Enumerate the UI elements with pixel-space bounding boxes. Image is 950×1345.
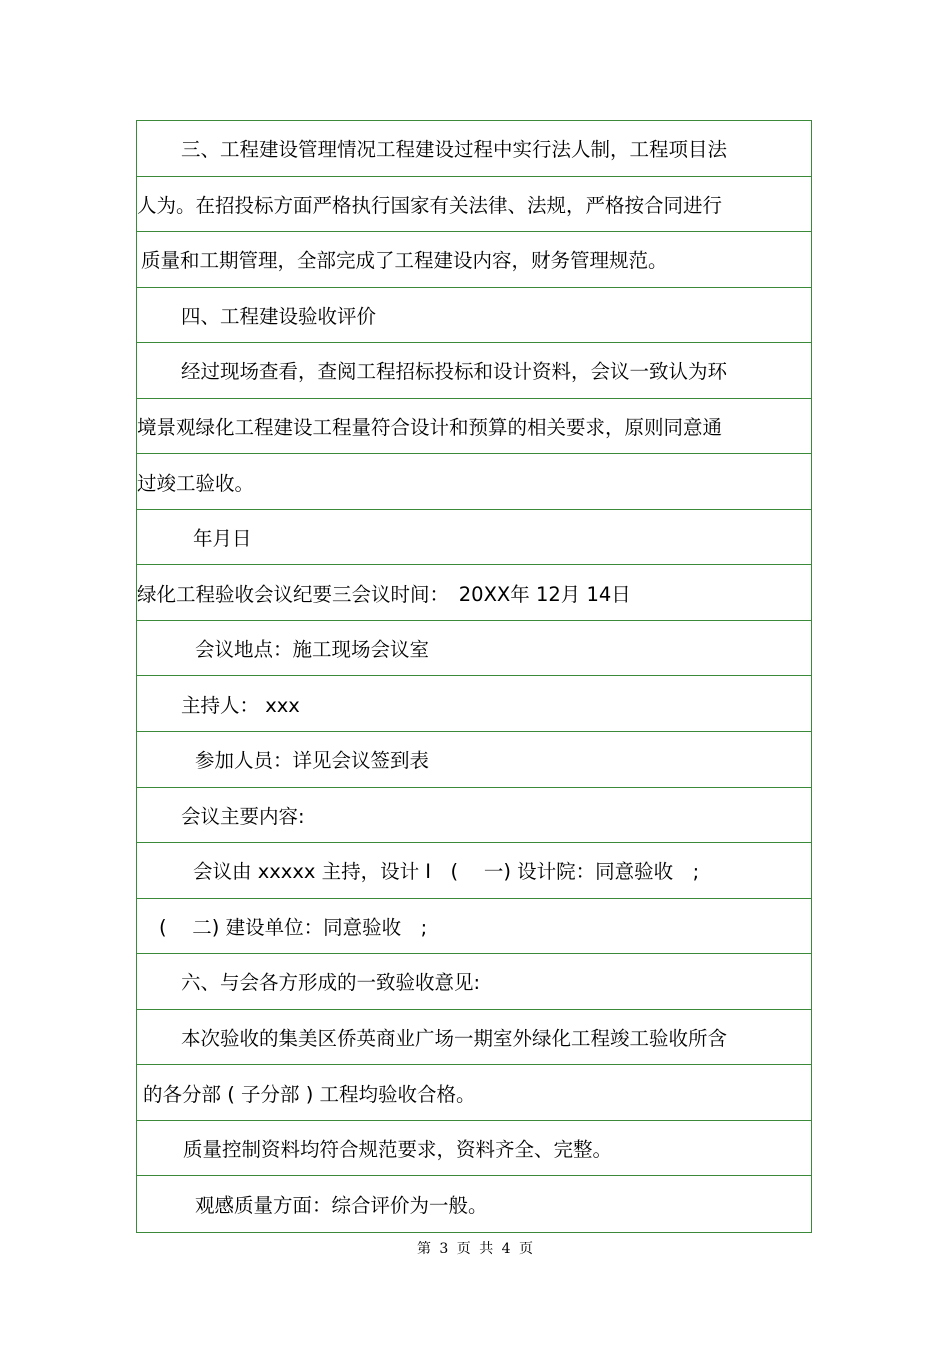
document-line bbox=[137, 121, 811, 177]
page-number-footer: 第 3 页 共 4 页 bbox=[416, 1241, 534, 1257]
line-text: ( 二) 建设单位：同意验收 ; bbox=[159, 915, 428, 939]
line-text: 会议地点：施工现场会议室 bbox=[195, 638, 430, 662]
line-text: 三、工程建设管理情况工程建设过程中实行法人制，工程项目法 bbox=[181, 138, 728, 162]
line-text: 质量控制资料均符合规范要求，资料齐全、完整。 bbox=[183, 1138, 613, 1162]
document-line bbox=[137, 899, 811, 955]
line-text: 会议由 xxxxx 主持，设计 Ⅰ ( 一) 设计院：同意验收 ; bbox=[193, 860, 700, 884]
line-text: 六、与会各方形成的一致验收意见: bbox=[181, 971, 481, 995]
document-line bbox=[137, 565, 811, 621]
line-text: 年月日 bbox=[193, 527, 252, 551]
line-text: 参加人员：详见会议签到表 bbox=[195, 749, 430, 773]
line-text: 质量和工期管理，全部完成了工程建设内容，财务管理规范。 bbox=[141, 249, 668, 273]
document-line bbox=[137, 621, 811, 677]
document-line bbox=[137, 510, 811, 566]
line-text: 人为。在招投标方面严格执行国家有关法律、法规，严格按合同进行 bbox=[137, 193, 723, 217]
document-line bbox=[137, 232, 811, 288]
document-line bbox=[137, 399, 811, 455]
line-text: 过竣工验收。 bbox=[137, 471, 255, 495]
line-text: 主持人： xxx bbox=[181, 693, 300, 717]
line-text: 绿化工程验收会议纪要三会议时间： 20XX年 12月 14日 bbox=[137, 582, 631, 606]
document-line bbox=[137, 1176, 811, 1232]
line-text: 的各分部 ( 子分部 ) 工程均验收合格。 bbox=[143, 1082, 476, 1106]
document-line bbox=[137, 1065, 811, 1121]
document-line bbox=[137, 732, 811, 788]
document-line bbox=[137, 676, 811, 732]
document-line bbox=[137, 454, 811, 510]
document-line bbox=[137, 288, 811, 344]
document-table bbox=[136, 120, 812, 1233]
line-text: 四、工程建设验收评价 bbox=[181, 304, 377, 328]
line-text: 经过现场查看，查阅工程招标投标和设计资料，会议一致认为环 bbox=[181, 360, 728, 384]
document-line bbox=[137, 1121, 811, 1177]
line-text: 观感质量方面：综合评价为一般。 bbox=[195, 1194, 488, 1218]
document-line bbox=[137, 788, 811, 844]
line-text: 本次验收的集美区侨英商业广场一期室外绿化工程竣工验收所含 bbox=[181, 1027, 728, 1051]
document-line bbox=[137, 177, 811, 233]
line-text: 会议主要内容: bbox=[181, 804, 305, 828]
document-line bbox=[137, 843, 811, 899]
document-line bbox=[137, 343, 811, 399]
document-line bbox=[137, 1010, 811, 1066]
line-text: 境景观绿化工程建设工程量符合设计和预算的相关要求，原则同意通 bbox=[137, 416, 723, 439]
document-line bbox=[137, 954, 811, 1010]
